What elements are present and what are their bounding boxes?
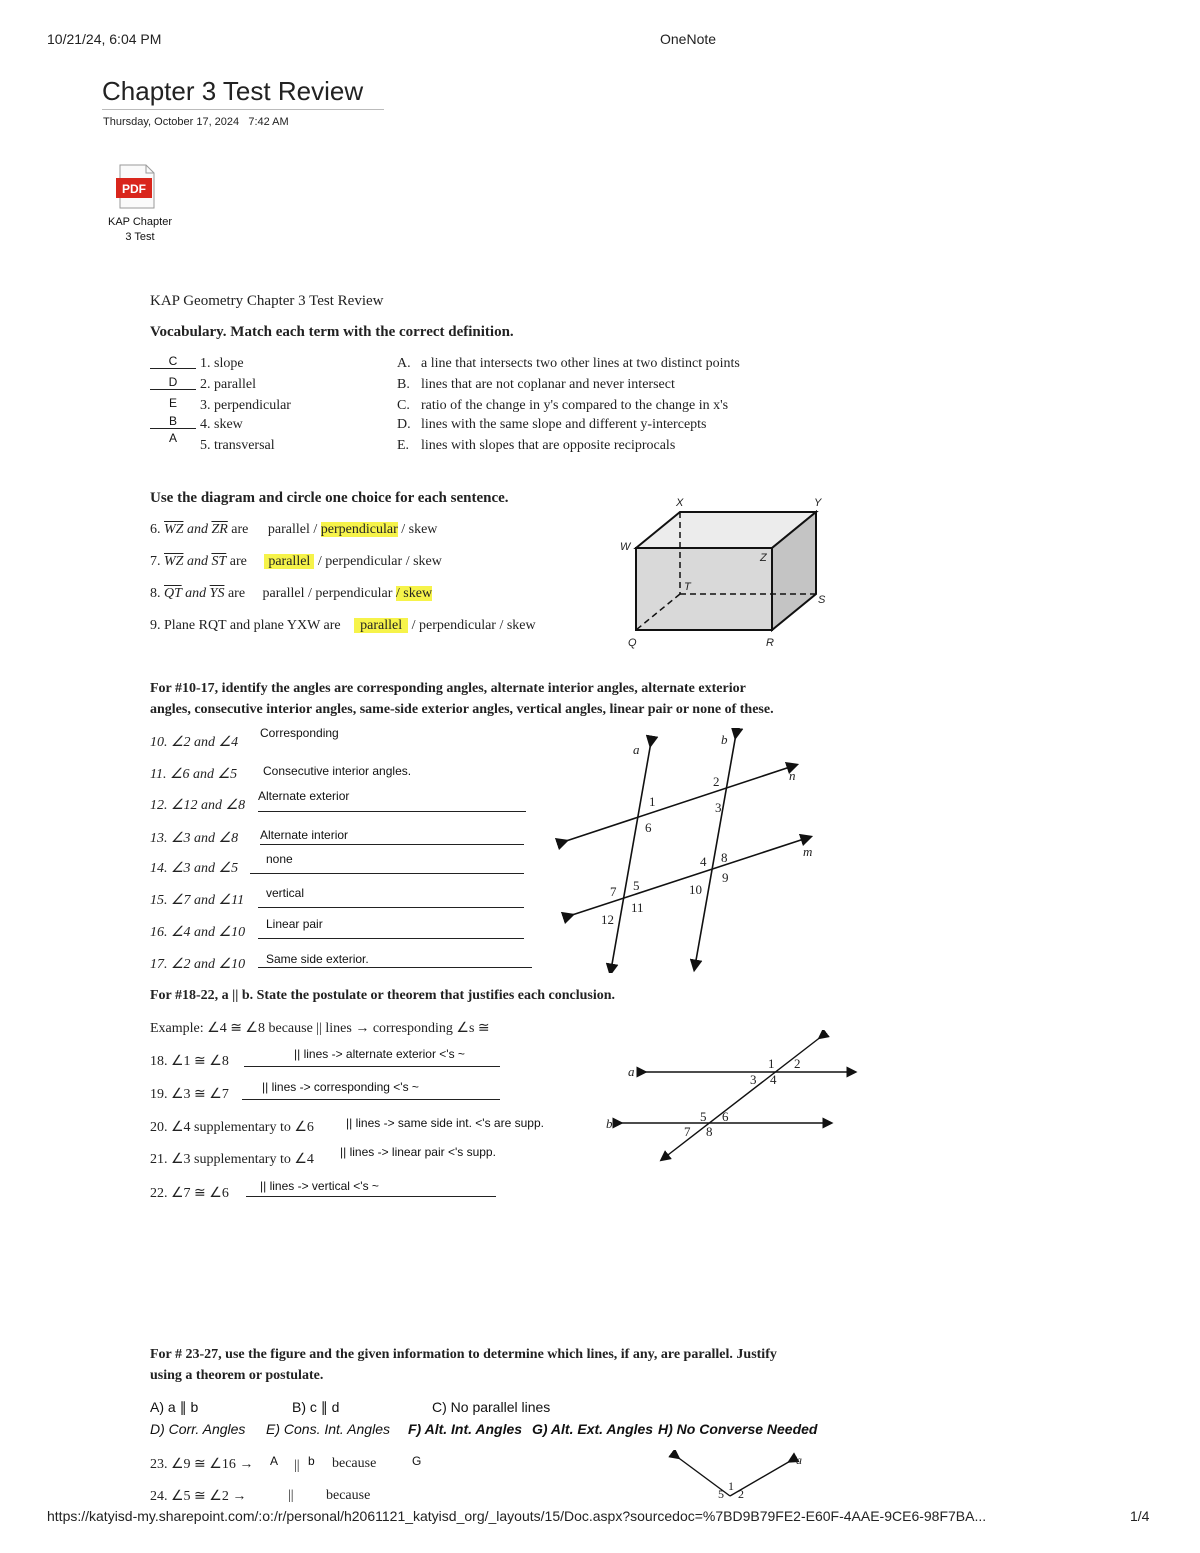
postulate-question: 20. ∠4 supplementary to ∠6 — [150, 1120, 314, 1135]
angle-label-5: 5 — [633, 878, 640, 893]
choice-c: C) No parallel lines — [432, 1399, 551, 1415]
line-answer-2[interactable]: b — [308, 1454, 315, 1468]
because-label: because — [332, 1456, 377, 1471]
label-r: R — [766, 637, 774, 649]
option-parallel[interactable]: parallel / — [267, 522, 318, 537]
choice-a: A) a ∥ b — [150, 1399, 199, 1415]
pdf-attachment[interactable] — [108, 164, 172, 215]
angle-item-15 — [150, 886, 530, 912]
postulate-instruction: For #18-22, a || b. State the postulate or theorem that justifies each conclusion. — [150, 988, 616, 1003]
vocab-answer: B — [150, 414, 196, 429]
angle-answer[interactable]: Alternate interior — [260, 828, 524, 845]
verb: are — [231, 522, 249, 537]
segment-1: $\overline{QT}$ — [164, 586, 182, 601]
choice-g: G) Alt. Ext. Angles — [532, 1421, 654, 1437]
reason-answer[interactable]: G — [412, 1454, 422, 1468]
pdf-caption-line2: 3 Test — [125, 231, 155, 243]
label-t: T — [684, 581, 691, 593]
angle-label-5: 5 — [700, 1109, 707, 1124]
vocab-row — [150, 431, 800, 451]
vocab-def-letter: D. — [397, 417, 411, 432]
angle-label-2: 2 — [713, 774, 720, 789]
vocab-term: 1. slope — [200, 356, 244, 371]
circle-item-6 — [150, 522, 437, 538]
angle-item-16 — [150, 917, 530, 943]
label-s: S — [818, 594, 826, 606]
postulate-item-22 — [150, 1179, 510, 1203]
vocab-term: 4. skew — [200, 417, 243, 432]
conjunction: and — [186, 522, 208, 537]
angle-label-4: 4 — [770, 1072, 777, 1087]
vocab-def: lines that are not coplanar and never intersect — [421, 377, 675, 392]
pdf-attachment-caption[interactable] — [100, 215, 180, 245]
page-date-text: Thursday, October 17, 2024 — [103, 116, 240, 128]
verb: are — [227, 586, 246, 601]
label-y: Y — [814, 497, 822, 509]
choice-e: E) Cons. Int. Angles — [266, 1421, 390, 1437]
page-number: 1/4 — [1130, 1508, 1150, 1524]
choice-h: H) No Converse Needed — [658, 1421, 818, 1437]
postulate-item-20 — [150, 1115, 580, 1137]
label-q: Q — [628, 637, 637, 649]
option-skew[interactable]: / skew — [405, 554, 442, 569]
segment-1: $\overline{WZ}$ — [164, 522, 184, 537]
line-label-n: n — [789, 768, 796, 783]
choices-row-1 — [150, 1399, 750, 1419]
angle-label-9: 9 — [722, 870, 729, 885]
transversal-figure-n-m — [555, 728, 825, 973]
postulate-question: 22. ∠7 ≅ ∠6 — [150, 1186, 229, 1201]
parallel-symbol: || — [294, 1458, 300, 1473]
angle-label-8: 8 — [706, 1124, 713, 1139]
angle-label-8: 8 — [721, 850, 728, 865]
option-parallel[interactable]: parallel / — [262, 586, 312, 601]
angle-label-6: 6 — [645, 820, 652, 835]
vocab-def-letter: E. — [397, 438, 410, 453]
line-label-m: m — [803, 844, 813, 859]
angle-answer[interactable]: Same side exterior. — [258, 952, 532, 968]
choices-row-2 — [150, 1421, 850, 1441]
angle-label-1: 1 — [728, 1479, 734, 1493]
angle-label-1: 1 — [768, 1056, 775, 1071]
postulate-answer[interactable]: || lines -> alternate exterior <'s ~ — [244, 1047, 500, 1067]
choice-f: F) Alt. Int. Angles — [408, 1421, 523, 1437]
parallel-instruction-line2: using a theorem or postulate. — [150, 1368, 324, 1383]
line-answer-1[interactable]: A — [270, 1454, 279, 1468]
bottom-lines-figure — [668, 1450, 848, 1498]
vocab-term: 2. parallel — [200, 377, 256, 392]
circle-item-8 — [150, 586, 432, 602]
page-time-text: 7:42 AM — [248, 116, 289, 128]
segment-2: $\overline{YS}$ — [209, 586, 225, 601]
item-number: 8. — [150, 586, 161, 601]
postulate-question: 21. ∠3 supplementary to ∠4 — [150, 1152, 314, 1167]
angle-question: 13. ∠3 and ∠8 — [150, 831, 239, 846]
rectangular-prism-diagram — [612, 490, 842, 655]
verb: are — [229, 554, 247, 569]
option-parallel-highlighted[interactable]: parallel — [354, 618, 408, 633]
postulate-answer[interactable]: || lines -> vertical <'s ~ — [246, 1179, 496, 1197]
angle-label-7: 7 — [684, 1124, 691, 1139]
vocab-def: lines with slopes that are opposite reciprocals — [421, 438, 676, 453]
angle-answer[interactable]: Consecutive interior angles. — [263, 764, 412, 778]
page-url: https://katyisd-my.sharepoint.com/:o:/r/personal/h2061121_katyisd_org/_layouts/15/Doc.aspx?sourcedoc=%7BD9B79FE2-E60F-4AAE-9CE6-98F7BA... — [47, 1508, 987, 1524]
choice-d: D) Corr. Angles — [150, 1421, 246, 1437]
option-parallel-highlighted[interactable]: parallel — [264, 554, 314, 569]
postulate-question: 19. ∠3 ≅ ∠7 — [150, 1087, 229, 1102]
postulate-item-19 — [150, 1080, 510, 1104]
parallel-instruction-line1: For # 23-27, use the figure and the given information to determine which lines, if any, are parallel. Justify — [150, 1347, 777, 1362]
vocab-row — [150, 396, 800, 416]
item-number: 7. — [150, 554, 161, 569]
parallel-lines-a-b-figure — [604, 1030, 864, 1165]
conjunction: and — [186, 554, 208, 569]
label-w: W — [620, 541, 631, 553]
label-z: Z — [760, 552, 767, 564]
item-number: 6. — [150, 522, 161, 537]
vocab-def-letter: A. — [397, 356, 411, 371]
angle-answer[interactable]: Corresponding — [260, 726, 339, 740]
angle-item-14 — [150, 852, 530, 878]
option-skew-highlighted[interactable]: / skew — [395, 586, 433, 601]
choice-b: B) c ∥ d — [292, 1399, 340, 1415]
option-skew[interactable]: / skew — [401, 522, 438, 537]
parallel-question: 24. ∠5 ≅ ∠2 → — [150, 1489, 247, 1504]
angle-label-3: 3 — [750, 1072, 757, 1087]
angle-answer[interactable]: vertical — [258, 886, 524, 908]
because-label: because — [326, 1488, 371, 1503]
angle-question: 12. ∠12 and ∠8 — [150, 798, 246, 813]
vocab-def-letter: B. — [397, 377, 410, 392]
plane-text: Plane RQT and plane YXW are — [164, 618, 341, 633]
vocab-def: a line that intersects two other lines at two distinct points — [421, 356, 740, 371]
angle-question: 14. ∠3 and ∠5 — [150, 861, 239, 876]
page-date — [103, 116, 289, 128]
page-title[interactable]: Chapter 3 Test Review — [102, 76, 384, 110]
postulate-item-18 — [150, 1047, 510, 1071]
vocab-row — [150, 375, 800, 395]
angle-label-2: 2 — [794, 1056, 801, 1071]
parallel-question: 23. ∠9 ≅ ∠16 → — [150, 1457, 254, 1472]
circle-item-9 — [150, 618, 536, 634]
circle-item-7 — [150, 554, 442, 570]
doc-heading: KAP Geometry Chapter 3 Test Review — [150, 293, 384, 309]
angle-question: 10. ∠2 and ∠4 — [150, 735, 239, 750]
line-label-b: b — [721, 732, 728, 747]
vocab-term: 3. perpendicular — [200, 398, 291, 413]
angle-item-13 — [150, 828, 530, 850]
angle-item-10 — [150, 726, 530, 750]
angle-label-12: 12 — [601, 912, 614, 927]
option-perpendicular-skew[interactable]: / perpendicular / skew — [411, 618, 536, 633]
print-timestamp: 10/21/24, 6:04 PM — [47, 31, 162, 47]
vocab-def: lines with the same slope and different y-intercepts — [421, 417, 707, 432]
option-perpendicular[interactable]: / perpendicular — [317, 554, 403, 569]
segment-1: $\overline{WZ}$ — [164, 554, 184, 569]
vocab-answer: A — [168, 431, 177, 445]
angle-item-11 — [150, 764, 530, 784]
angle-item-17 — [150, 952, 534, 974]
conjunction: and — [185, 586, 207, 601]
option-perpendicular-highlighted[interactable]: perpendicular — [320, 522, 398, 537]
angle-label-2: 2 — [738, 1487, 744, 1498]
angle-label-6: 6 — [722, 1109, 729, 1124]
angle-item-12 — [150, 789, 530, 813]
angle-answer[interactable]: Linear pair — [258, 917, 524, 939]
vocab-answer: C — [150, 354, 196, 369]
pdf-icon-label: PDF — [122, 182, 146, 196]
line-label-a: a — [796, 1453, 802, 1467]
pdf-file-icon — [108, 164, 164, 210]
angle-question: 15. ∠7 and ∠11 — [150, 893, 245, 908]
line-label-b: b — [606, 1116, 613, 1131]
angle-label-3: 3 — [715, 800, 722, 815]
vocab-answer: D — [150, 375, 196, 390]
angle-label-4: 4 — [700, 854, 707, 869]
item-number: 9. — [150, 618, 161, 633]
postulate-item-21 — [150, 1144, 580, 1168]
option-perpendicular[interactable]: perpendicular — [315, 586, 393, 601]
postulate-answer[interactable]: || lines -> linear pair <'s supp. — [340, 1145, 496, 1159]
angle-question: 17. ∠2 and ∠10 — [150, 957, 246, 972]
parallel-item-24 — [150, 1486, 450, 1504]
parallel-item-23 — [150, 1452, 450, 1474]
vocab-def: ratio of the change in y's compared to the change in x's — [421, 398, 729, 413]
diagram-instruction: Use the diagram and circle one choice for each sentence. — [150, 490, 509, 506]
angle-question: 11. ∠6 and ∠5 — [150, 767, 238, 782]
vocab-instruction: Vocabulary. Match each term with the correct definition. — [150, 324, 514, 340]
example-line: Example: ∠4 ≅ ∠8 because || lines → corresponding ∠s ≅ — [150, 1021, 490, 1036]
segment-2: $\overline{ST}$ — [211, 554, 227, 569]
vocab-answer: E — [168, 396, 177, 410]
print-app-name: OneNote — [660, 31, 717, 47]
postulate-answer[interactable]: || lines -> same side int. <'s are supp. — [346, 1116, 544, 1130]
angles-instruction-line2: angles, consecutive interior angles, same-side exterior angles, vertical angles, linear pair or none of these. — [150, 702, 774, 717]
segment-2: $\overline{ZR}$ — [211, 522, 228, 537]
angles-instruction-line1: For #10-17, identify the angles are corresponding angles, alternate interior angles, alternate exterior — [150, 681, 746, 696]
vocab-def-letter: C. — [397, 398, 410, 413]
angle-question: 16. ∠4 and ∠10 — [150, 925, 246, 940]
parallel-symbol: || — [288, 1488, 294, 1503]
angle-label-7: 7 — [610, 884, 617, 899]
angle-label-11: 11 — [631, 900, 644, 915]
postulate-question: 18. ∠1 ≅ ∠8 — [150, 1054, 229, 1069]
line-label-a: a — [633, 742, 640, 757]
angle-label-10: 10 — [689, 882, 702, 897]
vocab-term: 5. transversal — [200, 438, 275, 453]
label-x: X — [676, 497, 684, 509]
angle-answer[interactable]: Alternate exterior — [258, 789, 526, 812]
angle-label-1: 1 — [649, 794, 656, 809]
vocab-row — [150, 354, 800, 374]
pdf-caption-line1: KAP Chapter — [107, 216, 172, 228]
postulate-answer[interactable]: || lines -> corresponding <'s ~ — [242, 1080, 500, 1100]
angle-label-5: 5 — [718, 1487, 724, 1498]
line-label-a: a — [628, 1064, 635, 1079]
angle-answer[interactable]: none — [250, 852, 524, 874]
